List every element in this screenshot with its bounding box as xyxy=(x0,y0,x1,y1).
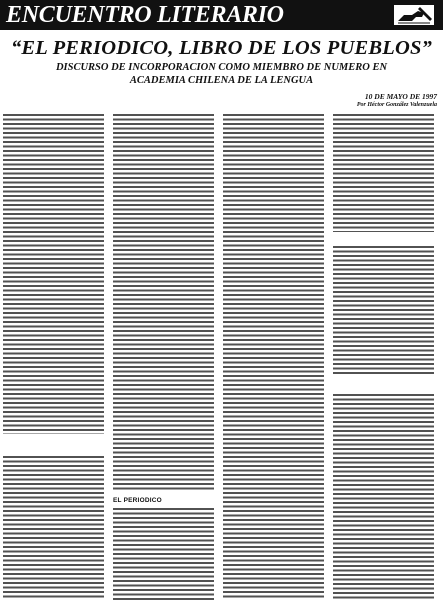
article-headline: “EL PERIODICO, LIBRO DE LOS PUEBLOS” xyxy=(10,37,433,59)
body-text-block xyxy=(3,456,104,600)
body-text-block xyxy=(113,114,214,492)
body-text-block xyxy=(223,114,324,600)
section-header-bar xyxy=(0,0,443,30)
article-byline: Por Héctor González Valenzuela xyxy=(356,102,437,108)
body-text-block xyxy=(333,394,434,600)
article-date: 10 DE MAYO DE 1997 xyxy=(364,92,437,101)
body-text-block xyxy=(333,246,434,376)
section-subhead: EL PERIODICO xyxy=(113,497,214,507)
body-text-block xyxy=(113,508,214,600)
article-subtitle: DISCURSO DE INCORPORACION COMO MIEMBRO DE NUMERO EN ACADEMIA CHILENA DE LA LENGUA xyxy=(55,62,388,86)
article-column-2 xyxy=(113,112,214,600)
article-column-3 xyxy=(223,112,324,600)
body-text-block xyxy=(333,114,434,232)
section-title: ENCUENTRO LITERARIO xyxy=(6,2,284,28)
body-text-block xyxy=(3,114,104,434)
article-column-1 xyxy=(3,112,104,600)
article-column-4 xyxy=(333,112,434,600)
hand-writing-with-quill-icon xyxy=(392,3,436,27)
